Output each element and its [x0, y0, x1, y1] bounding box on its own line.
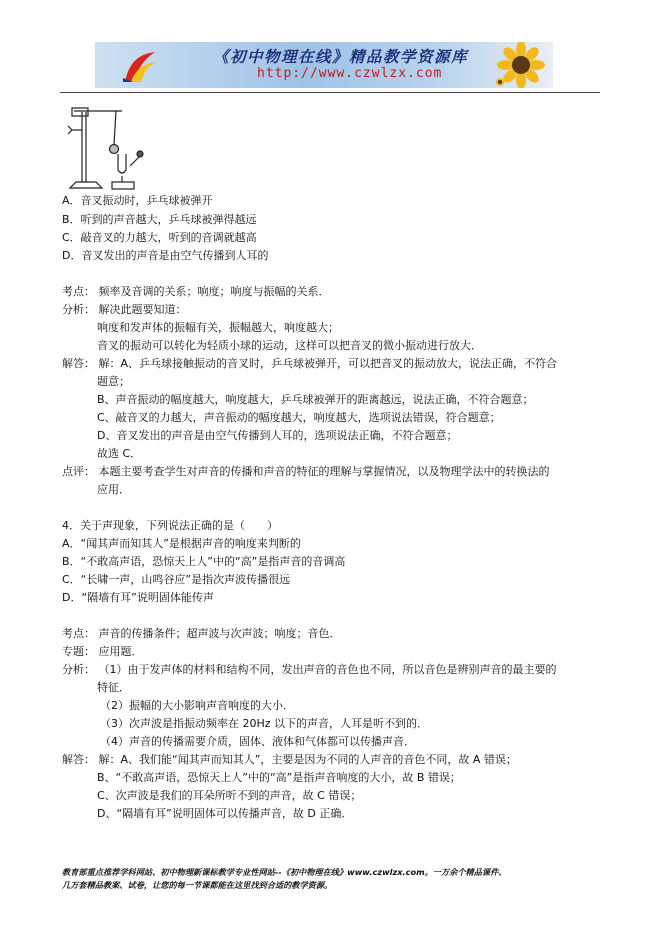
- banner-title: 《初中物理在线》精品教学资源库: [213, 48, 469, 66]
- banner-url[interactable]: http://www.czwlzx.com: [257, 66, 443, 81]
- q4-zhuanti: 专题： 应用题．: [62, 645, 143, 658]
- footer-line: 教育部重点推荐学科网站、初中物理新课标教学专业性网站--《初中物理在线》www.czwlzx.com。一万余个精品课件、: [62, 867, 507, 877]
- q3-dianping: 点评： 本题主要考查学生对声音的传播和声音的特征的理解与掌握情况，以及物理学法中的转换法的: [62, 465, 550, 478]
- q4-fenxi-line: （4）声音的传播需要介质，固体、液体和气体都可以传播声音．: [100, 735, 415, 748]
- q4-fenxi: 分析： （1）由于发声体的材料和结构不同，发出声音的音色也不同，所以音色是辨别声音的最主要的: [62, 663, 557, 676]
- q3-option-c: C．敲音叉的力越大，听到的音调就越高: [62, 231, 257, 244]
- q3-dianping-line: 应用．: [97, 483, 130, 496]
- q4-jieda: 解答： 解：A、我们能“闻其声而知其人”，主要是因为不同的人声音的音色不同，故 A 错误；: [62, 753, 517, 766]
- footer-line: 几万套精品教案、试卷，让您的每一节课都能在这里找到合适的教学资源。: [62, 880, 333, 890]
- site-logo-icon: [121, 48, 159, 84]
- q3-fenxi: 分析： 解决此题要知道：: [62, 303, 187, 316]
- q3-jieda: 解答： 解：A、乒乓球接触振动的音叉时，乒乓球被弹开，可以把音叉的振动放大，说法正确，不符合: [62, 357, 558, 370]
- q4-fenxi-line: （2）振幅的大小影响声音响度的大小．: [100, 699, 294, 712]
- q4-fenxi-line: 特征．: [97, 681, 130, 694]
- q3-jieda-line: D、音叉发出的声音是由空气传播到人耳的，选项说法正确，不符合题意；: [97, 429, 458, 442]
- q4-kaodian: 考点： 声音的传播条件；超声波与次声波；响度；音色．: [62, 627, 341, 640]
- q3-fenxi-line: 音叉的振动可以转化为轻质小球的运动，这样可以把音叉的微小振动进行放大．: [97, 339, 482, 352]
- q3-jieda-line: 题意；: [97, 375, 130, 388]
- header-banner: [95, 42, 553, 88]
- q3-jieda-line: C、敲音叉的力越大，声音振动的幅度越大，响度越大，选项说法错误，符合题意；: [97, 411, 501, 424]
- q3-option-d: D．音叉发出的声音是由空气传播到人耳的: [62, 249, 269, 262]
- q4-stem: 4．关于声现象，下列说法正确的是（ ）: [62, 519, 278, 532]
- q3-jieda-line: B、声音振动的幅度越大，响度越大，乒乓球被弹开的距离越远，说法正确，不符合题意；: [97, 393, 534, 406]
- q3-answer: 故选 C．: [97, 447, 142, 460]
- q4-option-b: B．“不敢高声语，恐惊天上人”中的“高”是指声音的音调高: [62, 555, 346, 568]
- q4-option-c: C．“长啸一声，山鸣谷应”是指次声波传播很远: [62, 573, 291, 586]
- q4-jieda-line: B、“不敢高声语，恐惊天上人”中的“高”是指声音响度的大小，故 B 错误；: [97, 771, 461, 784]
- q4-jieda-line: D、“隔墙有耳”说明固体可以传播声音，故 D 正确．: [97, 807, 353, 820]
- q4-jieda-line: C、次声波是我们的耳朵所听不到的声音，故 C 错误；: [97, 789, 362, 802]
- q4-option-a: A．“闻其声而知其人”是根据声音的响度来判断的: [62, 537, 301, 550]
- q3-option-b: B．听到的声音越大，乒乓球被弹得越远: [62, 213, 257, 226]
- q3-fenxi-line: 响度和发声体的振幅有关，振幅越大，响度越大；: [97, 321, 339, 334]
- q4-fenxi-line: （3）次声波是指振动频率在 20Hz 以下的声音，人耳是听不到的．: [100, 717, 429, 730]
- q3-kaodian: 考点： 频率及音调的关系；响度；响度与振幅的关系．: [62, 285, 330, 298]
- q4-option-d: D．“隔墙有耳”说明固体能传声: [62, 591, 214, 604]
- header-divider: [60, 92, 600, 93]
- tuning-fork-pingpong-diagram: [62, 100, 144, 192]
- sunflower-icon: [491, 42, 549, 88]
- q3-option-a: A．音叉振动时，乒乓球被弹开: [62, 194, 213, 207]
